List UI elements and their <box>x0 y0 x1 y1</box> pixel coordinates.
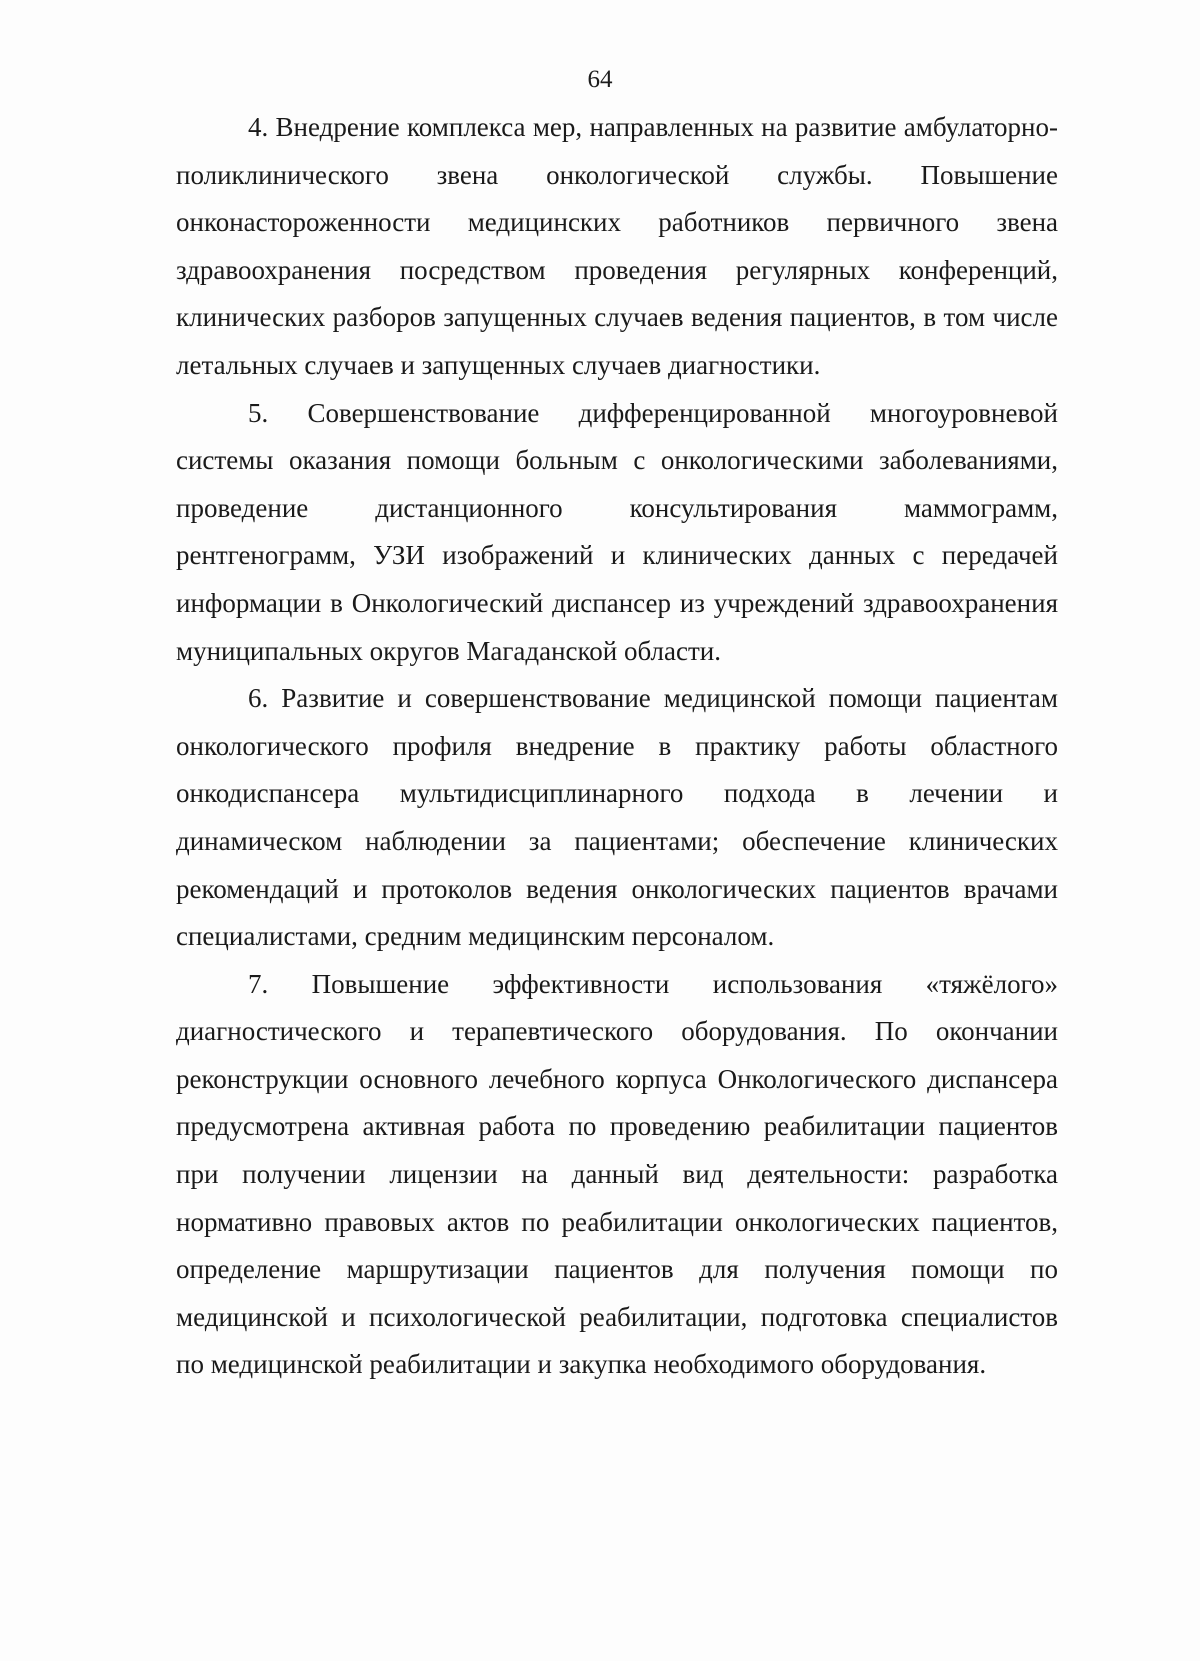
page-number: 64 <box>587 66 613 93</box>
paragraph-item-6: 6. Развитие и совершенствование медицинской помощи пациентам онкологического профиля внедрение в практику работы областного онкодиспансера мультидисциплинарного подхода в лечении и динамическом наблюдении за пациентами; обеспечение клинических рекомендаций и протоколов ведения онкологических пациентов врачами специалистами, средним медицинским персоналом. <box>176 683 1058 952</box>
document-body <box>176 104 1058 1389</box>
paragraph-item-7: 7. Повышение эффективности использования «тяжёлого» диагностического и терапевтического оборудования. По окончании реконструкции основного лечебного корпуса Онкологического диспансера предусмотрена активная работа по проведению реабилитации пациентов при получении лицензии на данный вид деятельности: разработка нормативно правовых актов по реабилитации онкологических пациентов, определение маршрутизации пациентов для получения помощи по медицинской и психологической реабилитации, подготовка специалистов по медицинской реабилитации и закупка необходимого оборудования. <box>176 968 1058 1380</box>
paragraph-item-4: 4. Внедрение комплекса мер, направленных на развитие амбулаторно-поликлинического звена онкологической службы. Повышение онконастороженности медицинских работников первичного звена здравоохранения посредством проведения регулярных конференций, клинических разборов запущенных случаев ведения пациентов, в том числе летальных случаев и запущенных случаев диагностики. <box>176 112 1058 380</box>
paragraph-item-5: 5. Совершенствование дифференцированной многоуровневой системы оказания помощи больным с онкологическими заболеваниями, проведение дистанционного консультирования маммограмм, рентгенограмм, УЗИ изображений и клинических данных с передачей информации в Онкологический диспансер из учреждений здравоохранения муниципальных округов Магаданской области. <box>176 397 1058 666</box>
